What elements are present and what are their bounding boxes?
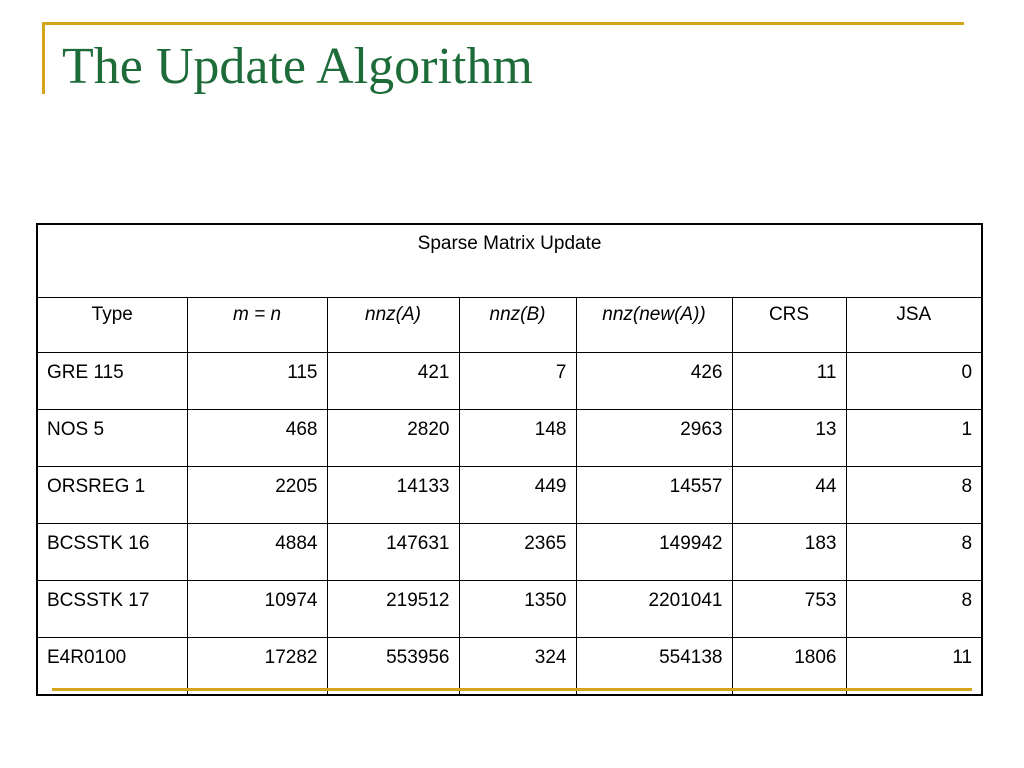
column-header: m = n [187, 298, 327, 353]
numeric-cell: 183 [732, 524, 846, 581]
numeric-cell: 553956 [327, 638, 459, 696]
numeric-cell: 1806 [732, 638, 846, 696]
numeric-cell: 426 [576, 353, 732, 410]
numeric-cell: 8 [846, 524, 982, 581]
numeric-cell: 421 [327, 353, 459, 410]
matrix-type-cell: NOS 5 [37, 410, 187, 467]
numeric-cell: 0 [846, 353, 982, 410]
numeric-cell: 13 [732, 410, 846, 467]
matrix-type-cell: ORSREG 1 [37, 467, 187, 524]
numeric-cell: 7 [459, 353, 576, 410]
column-header: JSA [846, 298, 982, 353]
numeric-cell: 219512 [327, 581, 459, 638]
numeric-cell: 17282 [187, 638, 327, 696]
table-row [37, 524, 982, 581]
numeric-cell: 324 [459, 638, 576, 696]
table-row [37, 638, 982, 696]
matrix-type-cell: BCSSTK 17 [37, 581, 187, 638]
numeric-cell: 1 [846, 410, 982, 467]
matrix-type-cell: E4R0100 [37, 638, 187, 696]
table-header-row [37, 298, 982, 353]
table-caption-row [37, 224, 982, 298]
numeric-cell: 10974 [187, 581, 327, 638]
numeric-cell: 11 [732, 353, 846, 410]
numeric-cell: 753 [732, 581, 846, 638]
column-header: Type [37, 298, 187, 353]
numeric-cell: 554138 [576, 638, 732, 696]
slide-title: The Update Algorithm [62, 38, 533, 95]
column-header: nnz(A) [327, 298, 459, 353]
numeric-cell: 14133 [327, 467, 459, 524]
numeric-cell: 2201041 [576, 581, 732, 638]
numeric-cell: 44 [732, 467, 846, 524]
title-accent-top-line [42, 22, 964, 25]
numeric-cell: 8 [846, 467, 982, 524]
column-header: nnz(B) [459, 298, 576, 353]
numeric-cell: 148 [459, 410, 576, 467]
table-row [37, 467, 982, 524]
numeric-cell: 147631 [327, 524, 459, 581]
title-accent-vertical-line [42, 22, 45, 94]
numeric-cell: 2205 [187, 467, 327, 524]
numeric-cell: 11 [846, 638, 982, 696]
table-caption: Sparse Matrix Update [37, 224, 982, 298]
footer-accent-line [52, 688, 972, 691]
matrix-type-cell: BCSSTK 16 [37, 524, 187, 581]
numeric-cell: 2963 [576, 410, 732, 467]
numeric-cell: 14557 [576, 467, 732, 524]
column-header: CRS [732, 298, 846, 353]
column-header: nnz(new(A)) [576, 298, 732, 353]
numeric-cell: 468 [187, 410, 327, 467]
table-row [37, 353, 982, 410]
sparse-matrix-update-table [36, 223, 983, 696]
table-row [37, 410, 982, 467]
numeric-cell: 149942 [576, 524, 732, 581]
numeric-cell: 115 [187, 353, 327, 410]
table-row [37, 581, 982, 638]
numeric-cell: 8 [846, 581, 982, 638]
numeric-cell: 1350 [459, 581, 576, 638]
numeric-cell: 2820 [327, 410, 459, 467]
numeric-cell: 2365 [459, 524, 576, 581]
numeric-cell: 4884 [187, 524, 327, 581]
numeric-cell: 449 [459, 467, 576, 524]
matrix-type-cell: GRE 115 [37, 353, 187, 410]
